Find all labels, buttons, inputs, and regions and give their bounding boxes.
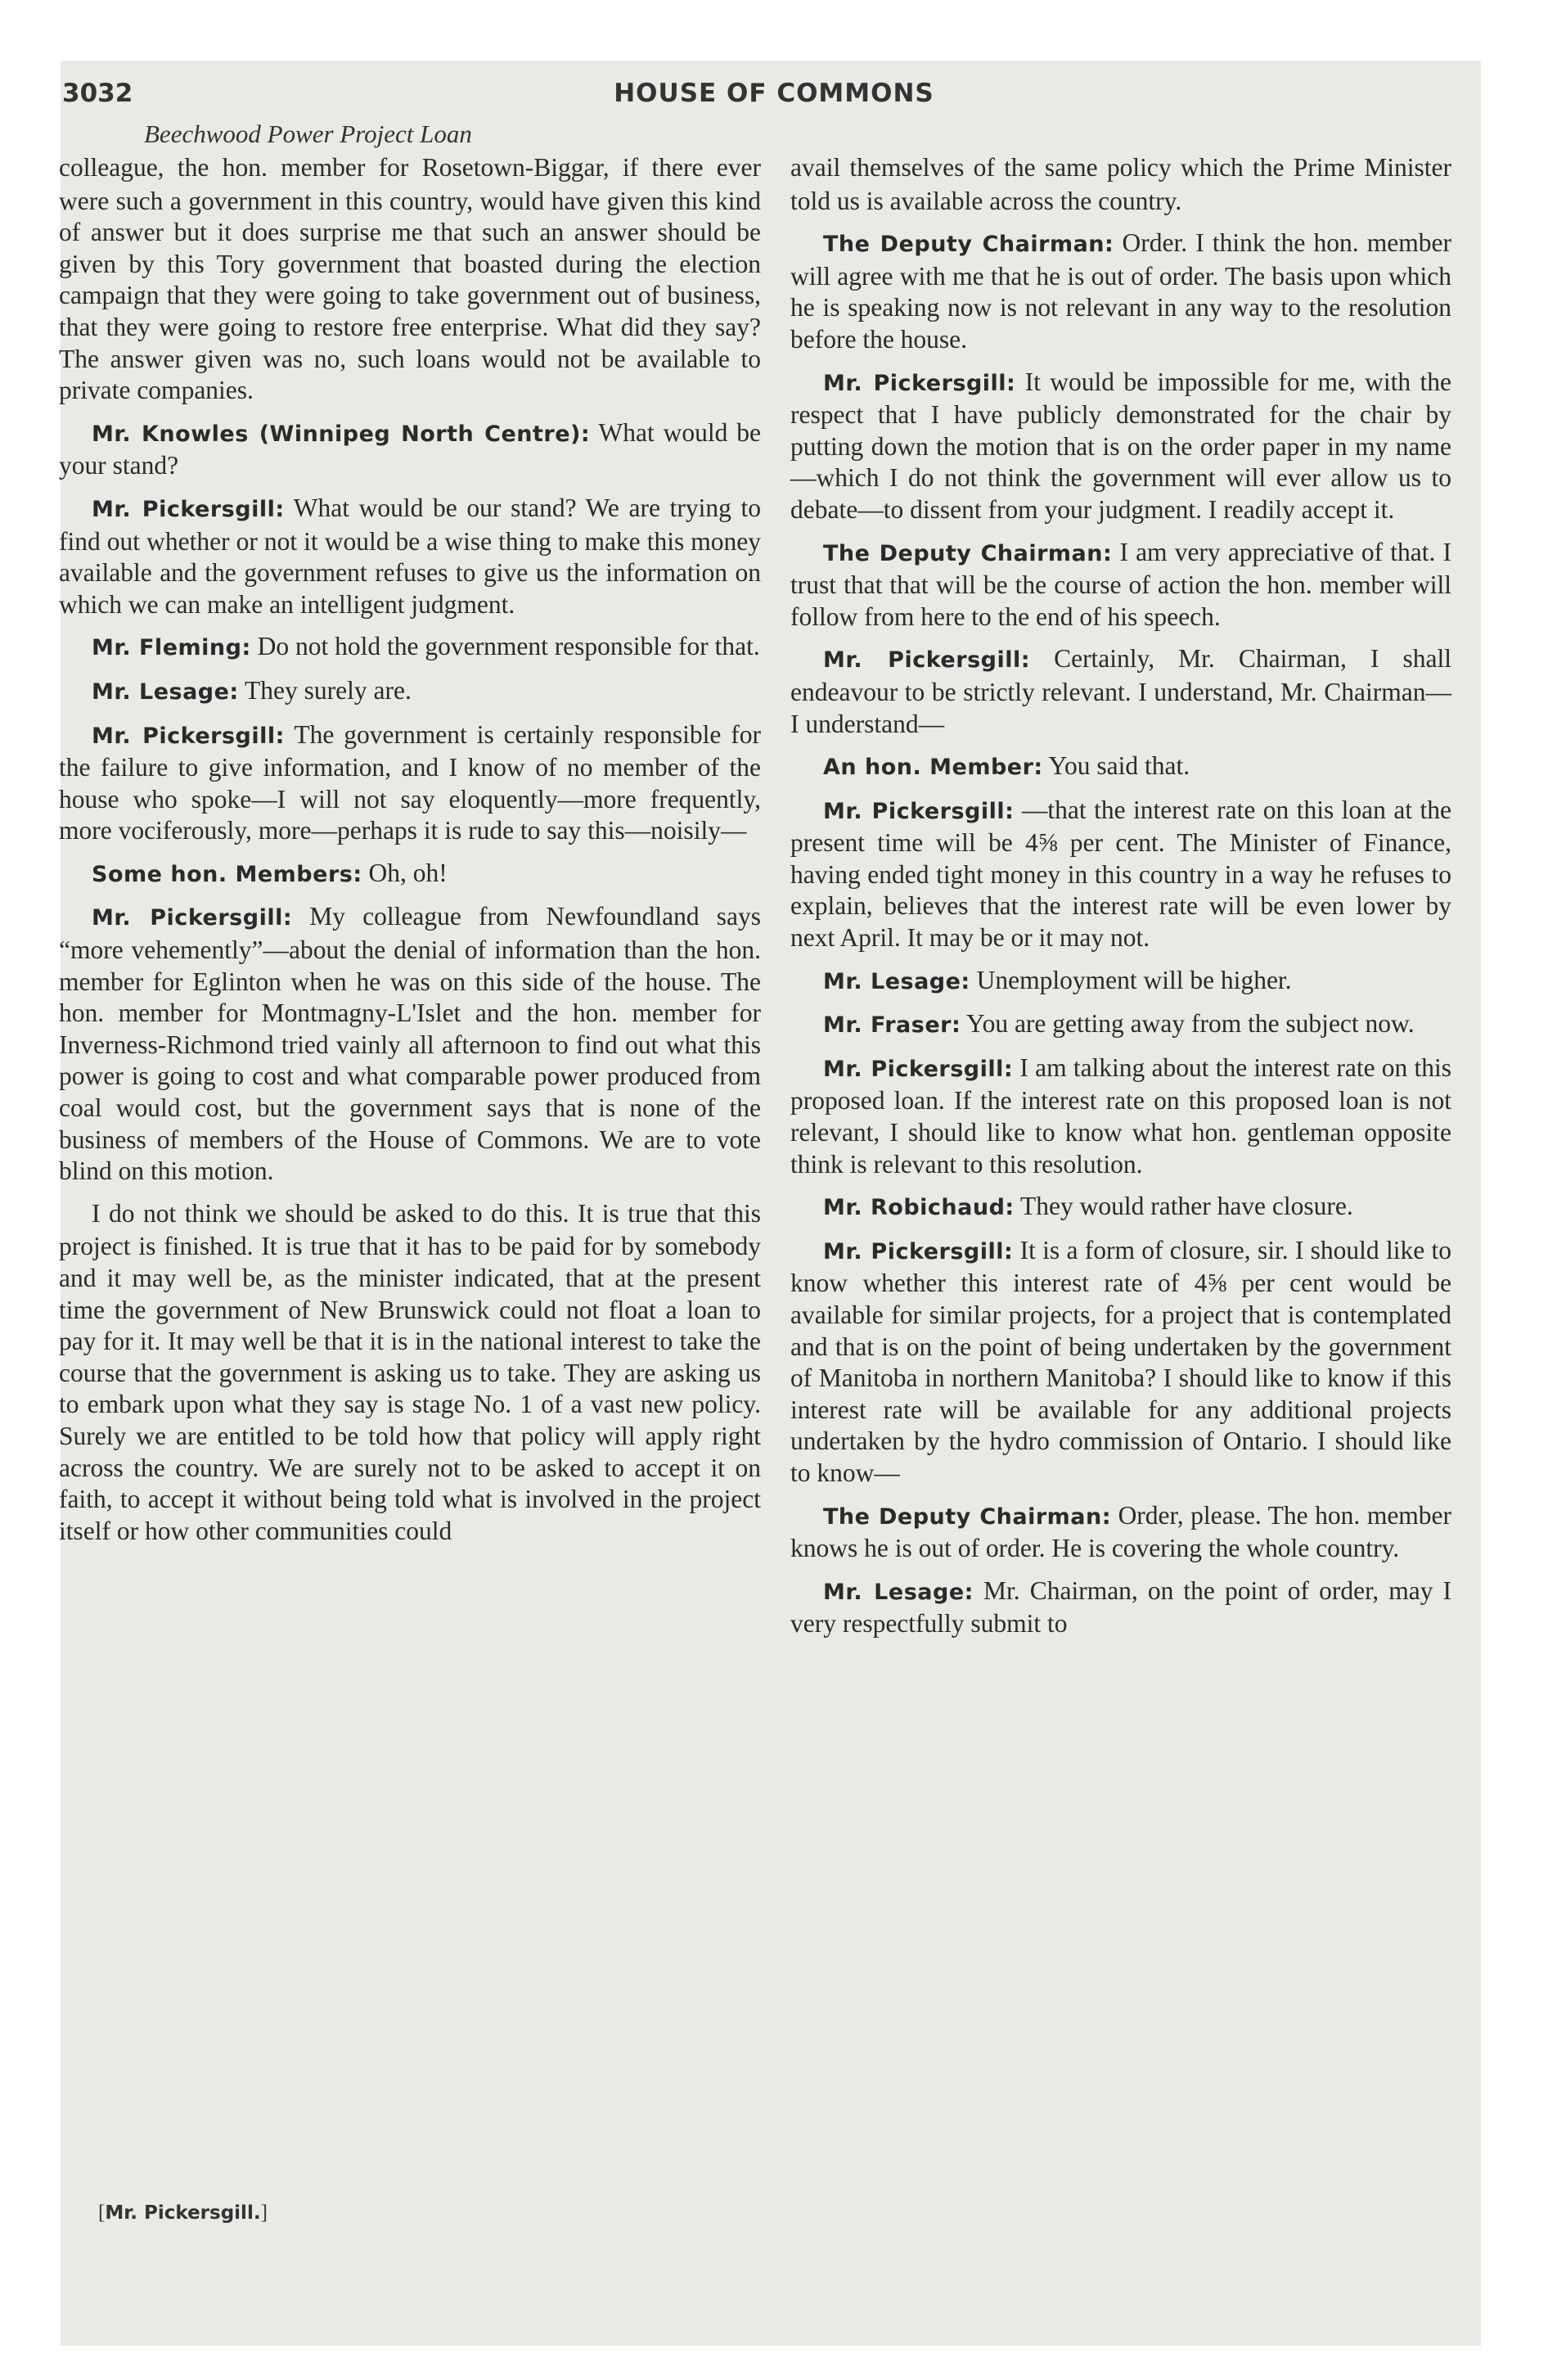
speaker-name: Mr. Fleming: [92, 635, 251, 661]
speech-text: avail themselves of the same policy which the Prime Minister told us is available across the country. [790, 153, 1451, 215]
speech-text: You said that. [1048, 751, 1190, 781]
footer-speaker-note [98, 2202, 268, 2224]
speaker-name: Mr. Pickersgill: [92, 905, 293, 931]
speech-text: Oh, oh! [368, 858, 448, 887]
speech-text: They would rather have closure. [1020, 1192, 1353, 1221]
speaker-name: The Deputy Chairman: [823, 540, 1113, 566]
footer-bracket-close: ] [260, 2202, 268, 2224]
paragraph [59, 675, 761, 709]
speaker-name: Mr. Pickersgill: [92, 723, 285, 749]
paragraph [59, 901, 761, 1187]
speaker-name: Mr. Lesage: [823, 968, 970, 994]
paragraph [59, 719, 761, 847]
right-column [790, 152, 1451, 1651]
paragraph [790, 795, 1451, 954]
paragraph [790, 152, 1451, 217]
speech-text: Unemployment will be higher. [976, 965, 1292, 994]
speech-text: colleague, the hon. member for Rosetown-Biggar, if there ever were such a government in this country, would have given this kind of answer but it does surprise me that such an answer should be given by this Tory government that boasted during the election campaign that they were going to take government out of business, that they were going to restore free enterprise. What did they say? The answer given was no, such loans would not be available to private companies. [59, 153, 761, 405]
paragraph [59, 417, 761, 482]
speaker-name: The Deputy Chairman: [823, 1503, 1112, 1530]
speech-text: Do not hold the government responsible for that. [257, 632, 760, 661]
speaker-name: Mr. Pickersgill: [823, 647, 1031, 674]
paragraph [790, 537, 1451, 633]
section-subhead: Beechwood Power Project Loan [144, 119, 472, 148]
speaker-name: Mr. Pickersgill: [92, 496, 285, 522]
speaker-name: Mr. Pickersgill: [823, 1238, 1014, 1264]
speech-text: They surely are. [245, 675, 412, 705]
paragraph [59, 152, 761, 407]
speaker-name: An hon. Member: [823, 755, 1043, 781]
paragraph [790, 228, 1451, 355]
paragraph [59, 631, 761, 665]
speaker-name: Mr. Pickersgill: [823, 1056, 1014, 1082]
speech-text: The government is certainly responsible for the failure to give information, and I know of no member of the house who spoke—I will not say eloquently—more frequently, more vociferously, more—perhaps it is rude to say this—noisily— [59, 719, 761, 845]
paragraph [790, 1191, 1451, 1224]
paragraph [59, 493, 761, 620]
speaker-name: Mr. Pickersgill: [823, 370, 1016, 396]
paragraph [790, 1500, 1451, 1565]
speech-text: What would be your stand? [59, 417, 761, 480]
paragraph [790, 965, 1451, 998]
speaker-name: Mr. Pickersgill: [823, 798, 1015, 824]
speech-text: —that the interest rate on this loan at the present time will be 4⅝ per cent. The Minister of Finance, having ended tight money in this country in a way he refuses to explain, believes that the interest rate will be even lower by next April. It may be or it may not. [790, 795, 1452, 953]
speaker-name: Mr. Knowles (Winnipeg North Centre): [92, 421, 591, 447]
paragraph [790, 643, 1451, 740]
page-title: HOUSE OF COMMONS [614, 79, 934, 108]
speech-text: I am very appreciative of that. I trust that that will be the course of action the hon. member will follow from here to the end of his speech. [790, 537, 1452, 631]
speech-text: I do not think we should be asked to do this. It is true that this project is finished. It is true that it has to be paid for by somebody and it may well be, as the minister indicated, that at the present time the government of New Brunswick could not float a loan to pay for it. It may well be that it is in the national interest to take the course that the government is asking us to take. They are asking us to embark upon what they say is stage No. 1 of a vast new policy. Surely we are entitled to be told how that policy will apply right across the country. We are surely not to be asked to accept it on faith, to accept it without being told what is involved in the project itself or how other communities could [59, 1198, 761, 1545]
speaker-name: Mr. Robichaud: [823, 1195, 1015, 1221]
page-number: 3032 [62, 79, 133, 108]
speech-text: What would be our stand? We are trying to find out whether or not it would be a wise thing to make this money available and the government refuses to give us the information on which we can make an intelligent judgment. [59, 493, 762, 619]
paragraph [59, 1198, 761, 1548]
speech-text: Certainly, Mr. Chairman, I shall endeavour to be strictly relevant. I understand, Mr. Chairman—I understand— [790, 644, 1452, 738]
paragraph [790, 1053, 1451, 1180]
paragraph [790, 1235, 1451, 1490]
footer-bracket-open: [ [98, 2202, 106, 2224]
footer-speaker: Mr. Pickersgill. [105, 2202, 261, 2224]
paragraph [790, 1008, 1451, 1042]
speaker-name: Mr. Fraser: [823, 1012, 961, 1039]
speech-text: It would be impossible for me, with the respect that I have publicly demonstrated for the chair by putting down the motion that is on the order paper in my name—which I do not think the government will ever allow us to debate—to dissent from your judgment. I readily accept it. [790, 367, 1451, 524]
paragraph [790, 1575, 1451, 1640]
speech-text: You are getting away from the subject now. [965, 1009, 1415, 1039]
speech-text: My colleague from Newfoundland says “more vehemently”—about the denial of information than the hon. member for Eglinton when he was on this side of the house. The hon. member for Montmagny-L'Islet and the hon. member for Inverness-Richmond tried vainly all afternoon to find out what this power is going to cost and what comparable power produced from coal would cost, but the government says that is none of the business of members of the House of Commons. We are to vote blind on this motion. [59, 902, 762, 1186]
speech-text: Mr. Chairman, on the point of order, may I very respectfully submit to [790, 1575, 1452, 1639]
paragraph [59, 858, 761, 891]
speech-text: Order. I think the hon. member will agree with me that he is out of order. The basis upon which he is speaking now is not relevant in any way to the resolution before the house. [790, 228, 1452, 354]
speech-text: I am talking about the interest rate on this proposed loan. If the interest rate on this proposed loan is not relevant, I should like to know what hon. gentleman opposite think is relevant to this resolution. [790, 1053, 1452, 1179]
speaker-name: Mr. Lesage: [823, 1579, 974, 1605]
left-column [59, 152, 761, 1557]
paragraph [790, 367, 1451, 526]
speech-text: It is a form of closure, sir. I should like to know whether this interest rate of 4⅝ per cent would be available for similar projects, for a project that is contemplated and that is on the point of being undertaken by the government of Manitoba in northern Manitoba? I should like to know if this interest rate will be available for any additional projects undertaken by the hydro commission of Ontario. I should like to know— [790, 1235, 1452, 1487]
speaker-name: Some hon. Members: [92, 861, 362, 887]
paragraph [790, 751, 1451, 784]
speech-text: Order, please. The hon. member knows he is out of order. He is covering the whole country. [790, 1500, 1452, 1563]
speaker-name: Mr. Lesage: [92, 678, 239, 705]
speaker-name: The Deputy Chairman: [823, 232, 1114, 258]
